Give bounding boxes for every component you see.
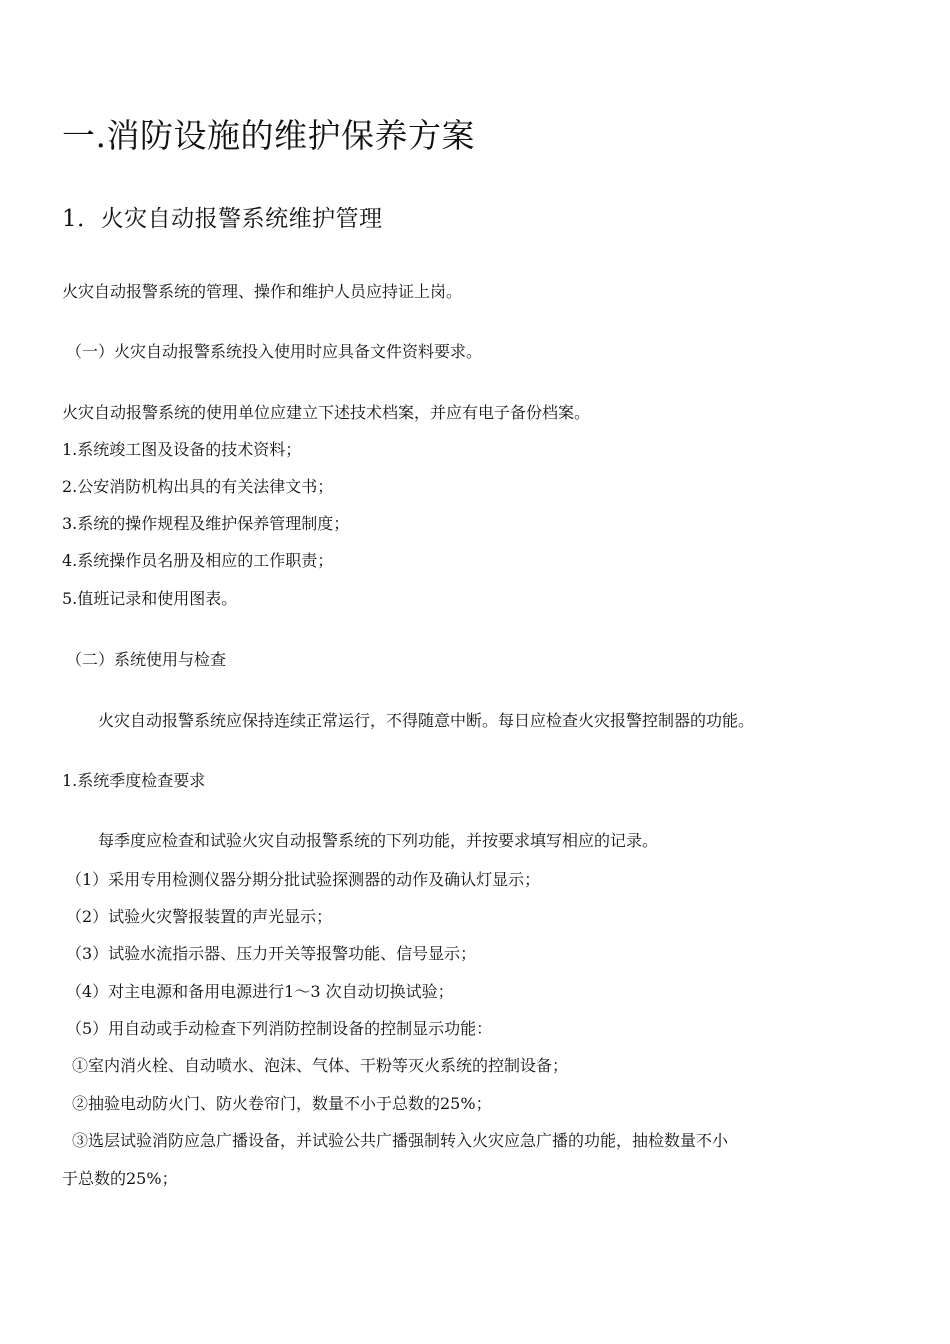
- list-item: 1.系统竣工图及设备的技术资料；: [62, 440, 302, 459]
- list-item: （5）用自动或手动检查下列消防控制设备的控制显示功能：: [66, 1019, 493, 1038]
- list-item: 5.值班记录和使用图表。: [62, 589, 238, 608]
- list-item: 3.系统的操作规程及维护保养管理制度；: [62, 514, 350, 533]
- section-title: 1．火灾自动报警系统维护管理: [62, 206, 383, 232]
- intro-paragraph: 火灾自动报警系统的管理、操作和维护人员应持证上岗。: [62, 282, 463, 301]
- list-item: ②抽验电动防火门、防火卷帘门，数量不小于总数的25%；: [72, 1094, 492, 1113]
- list-item: ①室内消火栓、自动喷水、泡沫、气体、干粉等灭火系统的控制设备；: [72, 1056, 569, 1075]
- part1-paragraph: 火灾自动报警系统的使用单位应建立下述技术档案，并应有电子备份档案。: [62, 403, 591, 422]
- quarterly-paragraph: 每季度应检查和试验火灾自动报警系统的下列功能，并按要求填写相应的记录。: [98, 831, 659, 850]
- list-item-continuation: 于总数的25%；: [62, 1169, 178, 1188]
- list-item: （1）采用专用检测仪器分期分批试验探测器的动作及确认灯显示；: [66, 870, 541, 889]
- list-item: 4.系统操作员名册及相应的工作职责；: [62, 551, 334, 570]
- part1-heading: （一）火灾自动报警系统投入使用时应具备文件资料要求。: [66, 342, 483, 361]
- document-title: 一.消防设施的维护保养方案: [62, 116, 475, 155]
- list-item: （4）对主电源和备用电源进行1～3 次自动切换试验；: [66, 982, 454, 1001]
- list-item: （3）试验水流指示器、压力开关等报警功能、信号显示；: [66, 944, 477, 963]
- part2-paragraph: 火灾自动报警系统应保持连续正常运行，不得随意中断。每日应检查火灾报警控制器的功能。: [98, 711, 755, 730]
- quarterly-heading: 1.系统季度检查要求: [62, 771, 206, 790]
- list-item: （2）试验火灾警报装置的声光显示；: [66, 907, 333, 926]
- list-item: 2.公安消防机构出具的有关法律文书；: [62, 477, 334, 496]
- list-item: ③选层试验消防应急广播设备，并试验公共广播强制转入火灾应急广播的功能，抽检数量不小: [72, 1131, 729, 1150]
- part2-heading: （二）系统使用与检查: [66, 650, 227, 669]
